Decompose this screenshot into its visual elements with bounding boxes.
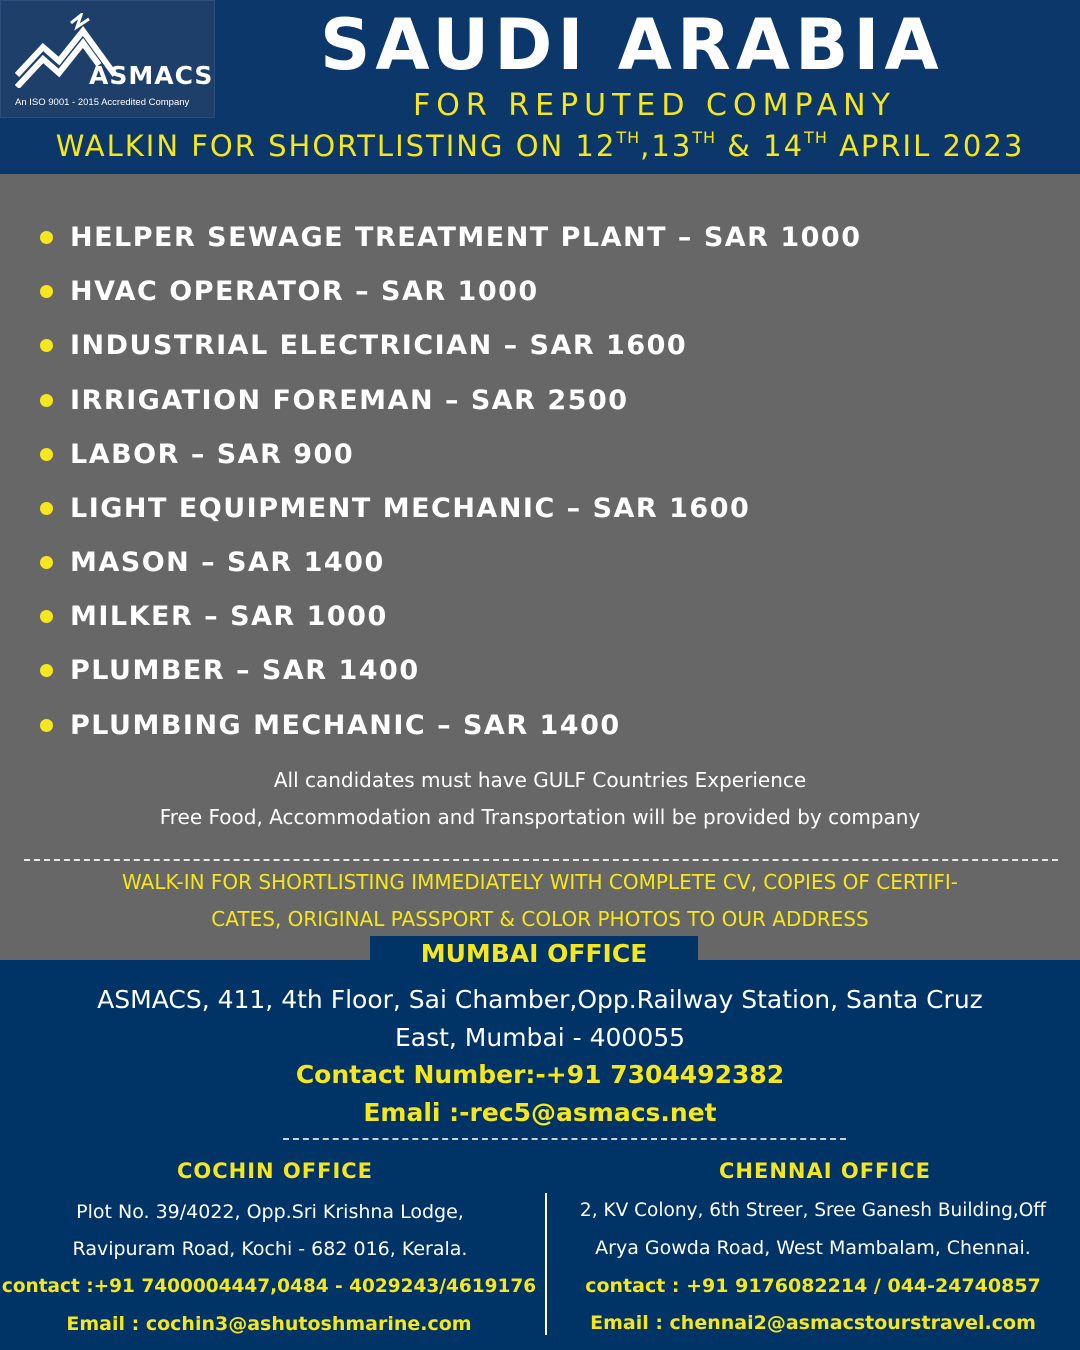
cochin-email: Email : cochin3@ashutoshmarine.com — [66, 1313, 472, 1335]
bullet-icon — [40, 502, 53, 515]
mumbai-office-title: MUMBAI OFFICE — [370, 936, 698, 974]
logo-tagline: An ISO 9001 - 2015 Accredited Company — [15, 97, 190, 108]
job-item: LIGHT EQUIPMENT MECHANIC – SAR 1600 — [40, 493, 750, 524]
logo-name: ASMACS — [89, 61, 214, 90]
mumbai-address-line2: East, Mumbai - 400055 — [394, 1023, 686, 1052]
chennai-address-line2: Arya Gowda Road, West Mambalam, Chennai. — [595, 1237, 1031, 1259]
page-subtitle: FOR REPUTED COMPANY — [413, 88, 896, 123]
job-item: IRRIGATION FOREMAN – SAR 2500 — [40, 385, 629, 416]
chennai-office-title: CHENNAI OFFICE — [719, 1159, 931, 1183]
column-divider — [545, 1193, 547, 1335]
job-item: PLUMBING MECHANIC – SAR 1400 — [40, 710, 621, 741]
job-item: MILKER – SAR 1000 — [40, 601, 388, 632]
company-logo — [0, 0, 215, 118]
bullet-icon — [40, 719, 53, 732]
page-title: SAUDI ARABIA — [320, 4, 944, 86]
divider — [283, 1138, 846, 1140]
benefits-note: Free Food, Accommodation and Transportation will be provided by company — [159, 805, 921, 829]
cochin-address-line1: Plot No. 39/4022, Opp.Sri Krishna Lodge, — [76, 1201, 464, 1223]
chennai-contact: contact : +91 9176082214 / 044-24740857 — [585, 1275, 1041, 1297]
job-item: INDUSTRIAL ELECTRICIAN – SAR 1600 — [40, 330, 687, 361]
bullet-icon — [40, 556, 53, 569]
mumbai-contact: Contact Number:-+91 7304492382 — [295, 1060, 785, 1089]
bullet-icon — [40, 231, 53, 244]
bullet-icon — [40, 448, 53, 461]
experience-note: All candidates must have GULF Countries Experience — [273, 768, 807, 792]
chennai-address-line1: 2, KV Colony, 6th Streer, Sree Ganesh Building,Off — [579, 1200, 1047, 1221]
cochin-address-line2: Ravipuram Road, Kochi - 682 016, Kerala. — [72, 1238, 468, 1260]
divider — [24, 859, 1058, 861]
mumbai-address-line1: ASMACS, 411, 4th Floor, Sai Chamber,Opp.Railway Station, Santa Cruz — [97, 985, 983, 1014]
job-item: HVAC OPERATOR – SAR 1000 — [40, 276, 539, 307]
bullet-icon — [40, 664, 53, 677]
cochin-office-title: COCHIN OFFICE — [176, 1159, 374, 1183]
job-item: HELPER SEWAGE TREATMENT PLANT – SAR 1000 — [40, 222, 862, 253]
walkin-instructions: WALK-IN FOR SHORTLISTING IMMEDIATELY WITH COMPLETE CV, COPIES OF CERTIFI- CATES, ORIGINAL PASSPORT & COLOR PHOTOS TO OUR ADDRESS — [121, 870, 959, 931]
bullet-icon — [40, 394, 53, 407]
header — [0, 0, 1080, 174]
bullet-icon — [40, 285, 53, 298]
bullet-icon — [40, 339, 53, 352]
job-item: MASON – SAR 1400 — [40, 547, 385, 578]
walkin-dates: WALKIN FOR SHORTLISTING ON 12TH,13TH & 14TH APRIL 2023 — [55, 128, 1025, 163]
bullet-icon — [40, 610, 53, 623]
mumbai-email: Emali :-rec5@asmacs.net — [363, 1098, 717, 1127]
chennai-email: Email : chennai2@asmacstourstravel.com — [590, 1312, 1036, 1334]
job-item: PLUMBER – SAR 1400 — [40, 655, 420, 686]
job-item: LABOR – SAR 900 — [40, 439, 354, 470]
cochin-contact: contact :+91 7400004447,0484 - 4029243/4619176 — [1, 1276, 537, 1297]
